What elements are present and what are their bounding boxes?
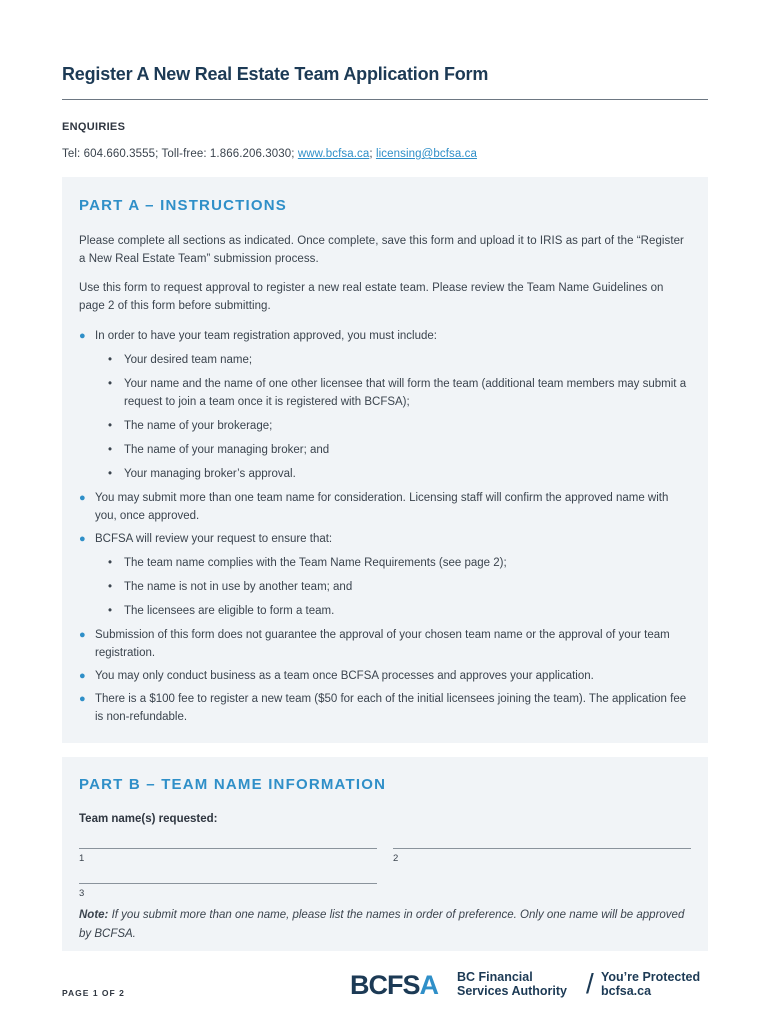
instruction-item <box>79 530 691 620</box>
bullet-icon: • <box>108 444 113 456</box>
bullet-icon: ● <box>79 693 86 705</box>
sub-item <box>95 351 691 369</box>
instruction-item <box>79 667 691 685</box>
bullet-icon: • <box>108 378 113 390</box>
tagline-url: bcfsa.ca <box>601 984 652 998</box>
field-number: 1 <box>79 853 85 864</box>
contact-phone-text: Tel: 604.660.3555; Toll-free: 1.866.206.3030; <box>62 148 298 160</box>
part-a-heading: PART A – INSTRUCTIONS <box>79 197 287 214</box>
field-number: 3 <box>79 888 85 899</box>
note-text: If you submit more than one name, please list the names in order of preference. Only one name will be approved by BCFSA. <box>79 909 685 940</box>
bullet-icon: ● <box>79 330 86 342</box>
sub-item <box>95 375 691 411</box>
instruction-text: You may only conduct business as a team once BCFSA processes and approves your application. <box>95 670 594 682</box>
sub-item-text: The name is not in use by another team; and <box>124 581 353 593</box>
sub-item-text: Your name and the name of one other licensee that will form the team (additional team members may submit a request to join a team once it is registered with BCFSA); <box>124 378 687 408</box>
team-name-field-2[interactable] <box>393 848 691 849</box>
email-link[interactable]: licensing@bcfsa.ca <box>375 148 478 160</box>
sub-item <box>95 554 691 572</box>
sub-item-text: Your managing broker’s approval. <box>124 468 296 480</box>
form-title: Register A New Real Estate Team Application Form <box>62 64 489 84</box>
logo-letters: BCFS <box>350 970 420 1000</box>
instruction-text: There is a $100 fee to register a new team ($50 for each of the initial licensees joining the team). The application fee is non-refundable. <box>95 693 687 723</box>
part-b-heading: PART B – TEAM NAME INFORMATION <box>79 776 387 793</box>
sub-item-text: The team name complies with the Team Name Requirements (see page 2); <box>124 557 507 569</box>
sub-item-text: The name of your brokerage; <box>124 420 273 432</box>
authority-name <box>457 970 567 998</box>
bullet-icon: ● <box>79 629 86 641</box>
requirements-sublist <box>95 351 691 483</box>
bullet-icon: ● <box>79 533 86 545</box>
team-name-label: Team name(s) requested: <box>79 813 218 825</box>
preference-note <box>79 906 691 944</box>
instruction-text: In order to have your team registration approved, you must include: <box>95 330 437 342</box>
sub-item <box>95 417 691 435</box>
instructions-list <box>79 327 691 731</box>
contact-separator: ; <box>369 148 376 160</box>
part-a-panel <box>62 177 708 743</box>
bullet-icon: • <box>108 420 113 432</box>
field-number: 2 <box>393 853 399 864</box>
slash-divider-icon: / <box>586 968 594 999</box>
enquiries-contact <box>62 148 477 160</box>
instruction-text: Submission of this form does not guarantee the approval of your chosen team name or the approval of your team registration. <box>95 629 670 659</box>
sub-item-text: Your desired team name; <box>124 354 253 366</box>
sub-item-text: The name of your managing broker; and <box>124 444 330 456</box>
note-label: Note: <box>79 909 109 921</box>
sub-item-text: The licensees are eligible to form a team. <box>124 605 335 617</box>
review-sublist <box>95 554 691 620</box>
instruction-item <box>79 626 691 662</box>
authority-line-1: BC Financial <box>457 970 533 984</box>
sub-item <box>95 465 691 483</box>
instruction-text: BCFSA will review your request to ensure that: <box>95 533 333 545</box>
bullet-icon: • <box>108 581 113 593</box>
bullet-icon: • <box>108 468 113 480</box>
enquiries-label: ENQUIRIES <box>62 121 126 133</box>
bullet-icon: • <box>108 354 113 366</box>
part-a-purpose-paragraph: Use this form to request approval to register a new real estate team. Please review the Team Name Guidelines on page 2 of this form before submitting. <box>79 282 664 312</box>
title-divider <box>62 99 708 100</box>
sub-item <box>95 578 691 596</box>
instruction-item <box>79 690 691 726</box>
tagline <box>601 970 700 998</box>
logo-letter-accent: A <box>419 970 438 1000</box>
team-name-field-1[interactable] <box>79 848 377 849</box>
sub-item <box>95 602 691 620</box>
instruction-item <box>79 327 691 483</box>
website-link[interactable]: www.bcfsa.ca <box>297 148 370 160</box>
bullet-icon: • <box>108 605 113 617</box>
part-a-intro-paragraph: Please complete all sections as indicated. Once complete, save this form and upload it to IRIS as part of the “Register a New Real Estate Team” submission process. <box>79 235 684 265</box>
bullet-icon: • <box>108 557 113 569</box>
part-b-panel <box>62 757 708 951</box>
tagline-text: You’re Protected <box>601 970 701 984</box>
bullet-icon: ● <box>79 670 86 682</box>
instruction-item <box>79 489 691 525</box>
sub-item <box>95 441 691 459</box>
team-name-field-3[interactable] <box>79 883 377 884</box>
bcfsa-logo <box>350 968 710 1002</box>
bcfsa-logo-mark <box>350 968 438 1002</box>
page-indicator: PAGE 1 OF 2 <box>62 988 125 998</box>
authority-line-2: Services Authority <box>457 984 567 998</box>
bullet-icon: ● <box>79 492 86 504</box>
instruction-text: You may submit more than one team name for consideration. Licensing staff will confirm the approved name with you, once approved. <box>95 492 669 522</box>
